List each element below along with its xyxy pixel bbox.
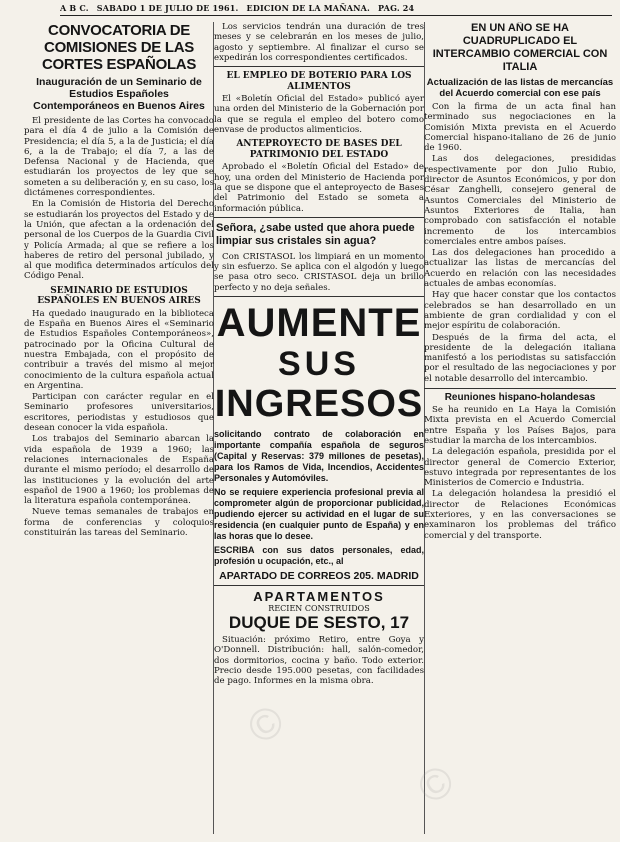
section-heading: EL EMPLEO DE BOTERIO PARA LOS ALIMENTOS [226, 71, 412, 92]
section-heading: ANTEPROYECTO DE BASES DEL PATRIMONIO DEL ESTADO [236, 139, 402, 160]
column-right [424, 22, 616, 834]
section-heading: SEMINARIO DE ESTUDIOS ESPAÑOLES EN BUENOS AIRES [37, 285, 201, 307]
section-heading: Reuniones hispano-holandesas [424, 388, 616, 403]
divider [214, 217, 424, 218]
ad-text: No se requiere experiencia profesional previa al comprometer algún de proporcionar publicidad, pudiendo ejercer su actividad en el lugar de su residencia (en cualquier punto de España) y en las horas que lo desee. [214, 487, 424, 542]
apartments-title: APARTAMENTOS [253, 589, 385, 605]
article-paragraph: Las dos delegaciones, presididas respectivamente por don Julio Rubio, director de Asuntos Económicos, y por don César Zanghelli, consejero general de Asuntos Comerciales del Ministerio de Asuntos Exteriores de Italia, han comprobado con satisfacción el notable incremento de los intercambios comerciales entre ambos países. [424, 154, 616, 247]
ad-text: solicitando contrato de colaboración en importante compañía española de seguros (Capital y Reservas: 379 millones de pesetas), para los Ramos de Vida, Incendios, Accidentes Personales y Automóviles. [214, 429, 424, 484]
watermark-glyph: © [408, 755, 464, 814]
ad-headline-aumente: AUMENTE [216, 301, 422, 346]
article-paragraph: Se ha reunido en La Haya la Comisión Mixta prevista en el Acuerdo Comercial entre España y los Países Bajos, para estudiar la marcha de los intercambios. [424, 405, 616, 446]
promo-headline: Señora, ¿sabe usted que ahora puede limpiar sus cristales sin agua? [216, 221, 415, 247]
article-paragraph: Con la firma de un acta final han terminado sus negociaciones en la Comisión Mixta prevista en el Acuerdo Comercial hispano-italiano de 26 de junio de 1960. [424, 102, 616, 154]
paper-name: A B C. [60, 3, 89, 13]
article-headline: CONVOCATORIA DE COMISIONES DE LAS CORTES ESPAÑOLAS [41, 22, 197, 73]
ad-address: APARTADO DE CORREOS 205. MADRID [219, 570, 419, 583]
article-subheadline: Actualización de las listas de mercancías del Acuerdo comercial con ese país [426, 77, 614, 99]
article-paragraph: Los trabajos del Seminario abarcan la vida española de 1939 a 1960; las relaciones internacionales de España durante el mismo período; el desarrollo de las instituciones y la evolución del arte español de 1900 a 1960; los problemas de la literatura española contemporánea. [24, 434, 214, 507]
apartments-subtitle: RECIEN CONSTRUIDOS [268, 604, 370, 614]
article-headline: EN UN AÑO SE HA CUADRUPLICADO EL INTERCAMBIO COMERCIAL CON ITALIA [432, 22, 608, 73]
divider [214, 66, 424, 67]
article-paragraph: La delegación española, presidida por el director general de Comercio Exterior, estuvo integrada por representantes de los Ministerios de Comercio e Industria. [424, 447, 616, 489]
article-paragraph: El presidente de las Cortes ha convocado para el día 4 de julio a la Comisión de Presidencia; el día 5, a la de Justicia; el día 6, a la de Trabajo; el día 7, a las de Defensa Nacional y de Hacienda, que estudiarán los proyectos de ley que se someten a su deliberación y, en su caso, los dictámenes correspondientes. [24, 116, 214, 199]
apartments-street: DUQUE DE SESTO, 17 [228, 613, 410, 633]
header-edition: EDICION DE LA MAÑANA. [246, 3, 371, 13]
article-paragraph: Los servicios tendrán una duración de tres meses y se celebrarán en los meses de julio, agosto y septiembre. Al finalizar el curso se expedirán los correspondientes certificados. [214, 22, 424, 63]
article-paragraph: En la Comisión de Historia del Derecho se estudiarán los proyectos del Estado y de la Unión, que afectan a la ordenación del personal de los Cuerpos de la Guardia Civil y Policía Armada; al que se refiere a los haberes de retiro del personal jubilado, y al que modifica determinados artículos del Código Penal. [24, 199, 214, 282]
article-paragraph: Participan con carácter regular en el Seminario profesores universitarios, escritores, periodistas y estudiosos que desean conocer la vida española. [24, 392, 214, 434]
article-paragraph: Después de la firma del acta, el presidente de la delegación italiana manifestó a los periodistas su satisfacción por el resultado de las negociaciones y por el notable desarrollo del intercambio. [424, 332, 616, 384]
article-paragraph: Ha quedado inaugurado en la biblioteca de España en Buenos Aires el «Seminario de Estudios Españoles Contemporáneos», patrocinado por la Oficina Cultural de nuestra Embajada, con el propósito de contribuir a través del mismo al mejor conocimiento de la cultura española actual en Argentina. [24, 308, 214, 391]
article-paragraph: Las dos delegaciones han procedido a actualizar las listas de mercancías del Acuerdo en relación con las necesidades actuales de ambas economías. [424, 248, 616, 290]
column-left [24, 22, 214, 834]
header-page: PAG. 24 [378, 3, 415, 13]
divider [214, 296, 424, 297]
header-date: SABADO 1 DE JULIO DE 1961. [96, 3, 239, 13]
article-paragraph: Nueve temas semanales de trabajos en forma de conferencias y coloquios constituirán las tareas del Seminario. [24, 507, 214, 538]
ad-headline-ingresos: INGRESOS [214, 383, 424, 426]
ad-headline-sus: SUS [278, 345, 360, 384]
article-paragraph: La delegación holandesa la presidió el director de Relaciones Económicas Exteriores, y en las conversaciones se examinaron los problemas del tráfico comercial y del transporte. [424, 489, 616, 541]
article-subheadline: Inauguración de un Seminario de Estudios Españoles Contemporáneos en Buenos Aires [33, 76, 205, 112]
column-middle [214, 22, 424, 834]
divider [214, 585, 424, 586]
promo-text: Con CRISTASOL los limpiará en un momento y sin esfuerzo. Se aplica con el algodón y luego se pasa otro seco. CRISTASOL deja un brillo perfecto y no deja señales. [214, 251, 424, 293]
article-paragraph: El «Boletín Oficial del Estado» publicó ayer una orden del Ministerio de la Gobernación por la que se regula el empleo del botero como envase de productos alimenticios. [214, 94, 424, 136]
page-header [60, 3, 612, 16]
watermark-glyph: © [238, 695, 294, 754]
ad-text: ESCRIBA con sus datos personales, edad, profesión u ocupación, etc., al [214, 545, 424, 567]
apartments-text: Situación: próximo Retiro, entre Goya y O'Donnell. Distribución: hall, salón-comedor, dos dormitorios, cocina y baño. Todo exterior. Precio desde 195.000 pesetas, con facilidades de pago. Informes en la misma obra. [214, 635, 424, 687]
article-paragraph: Aprobado el «Boletín Oficial del Estado» de hoy, una orden del Ministerio de Hacienda por la que se dispone que el anteproyecto de Bases del Patrimonio del Estado se someta a información pública. [214, 162, 424, 214]
article-paragraph: Hay que hacer constar que los contactos celebrados se han desarrollado en un ambiente de gran cordialidad y con el mejor espíritu de colaboración. [424, 290, 616, 332]
